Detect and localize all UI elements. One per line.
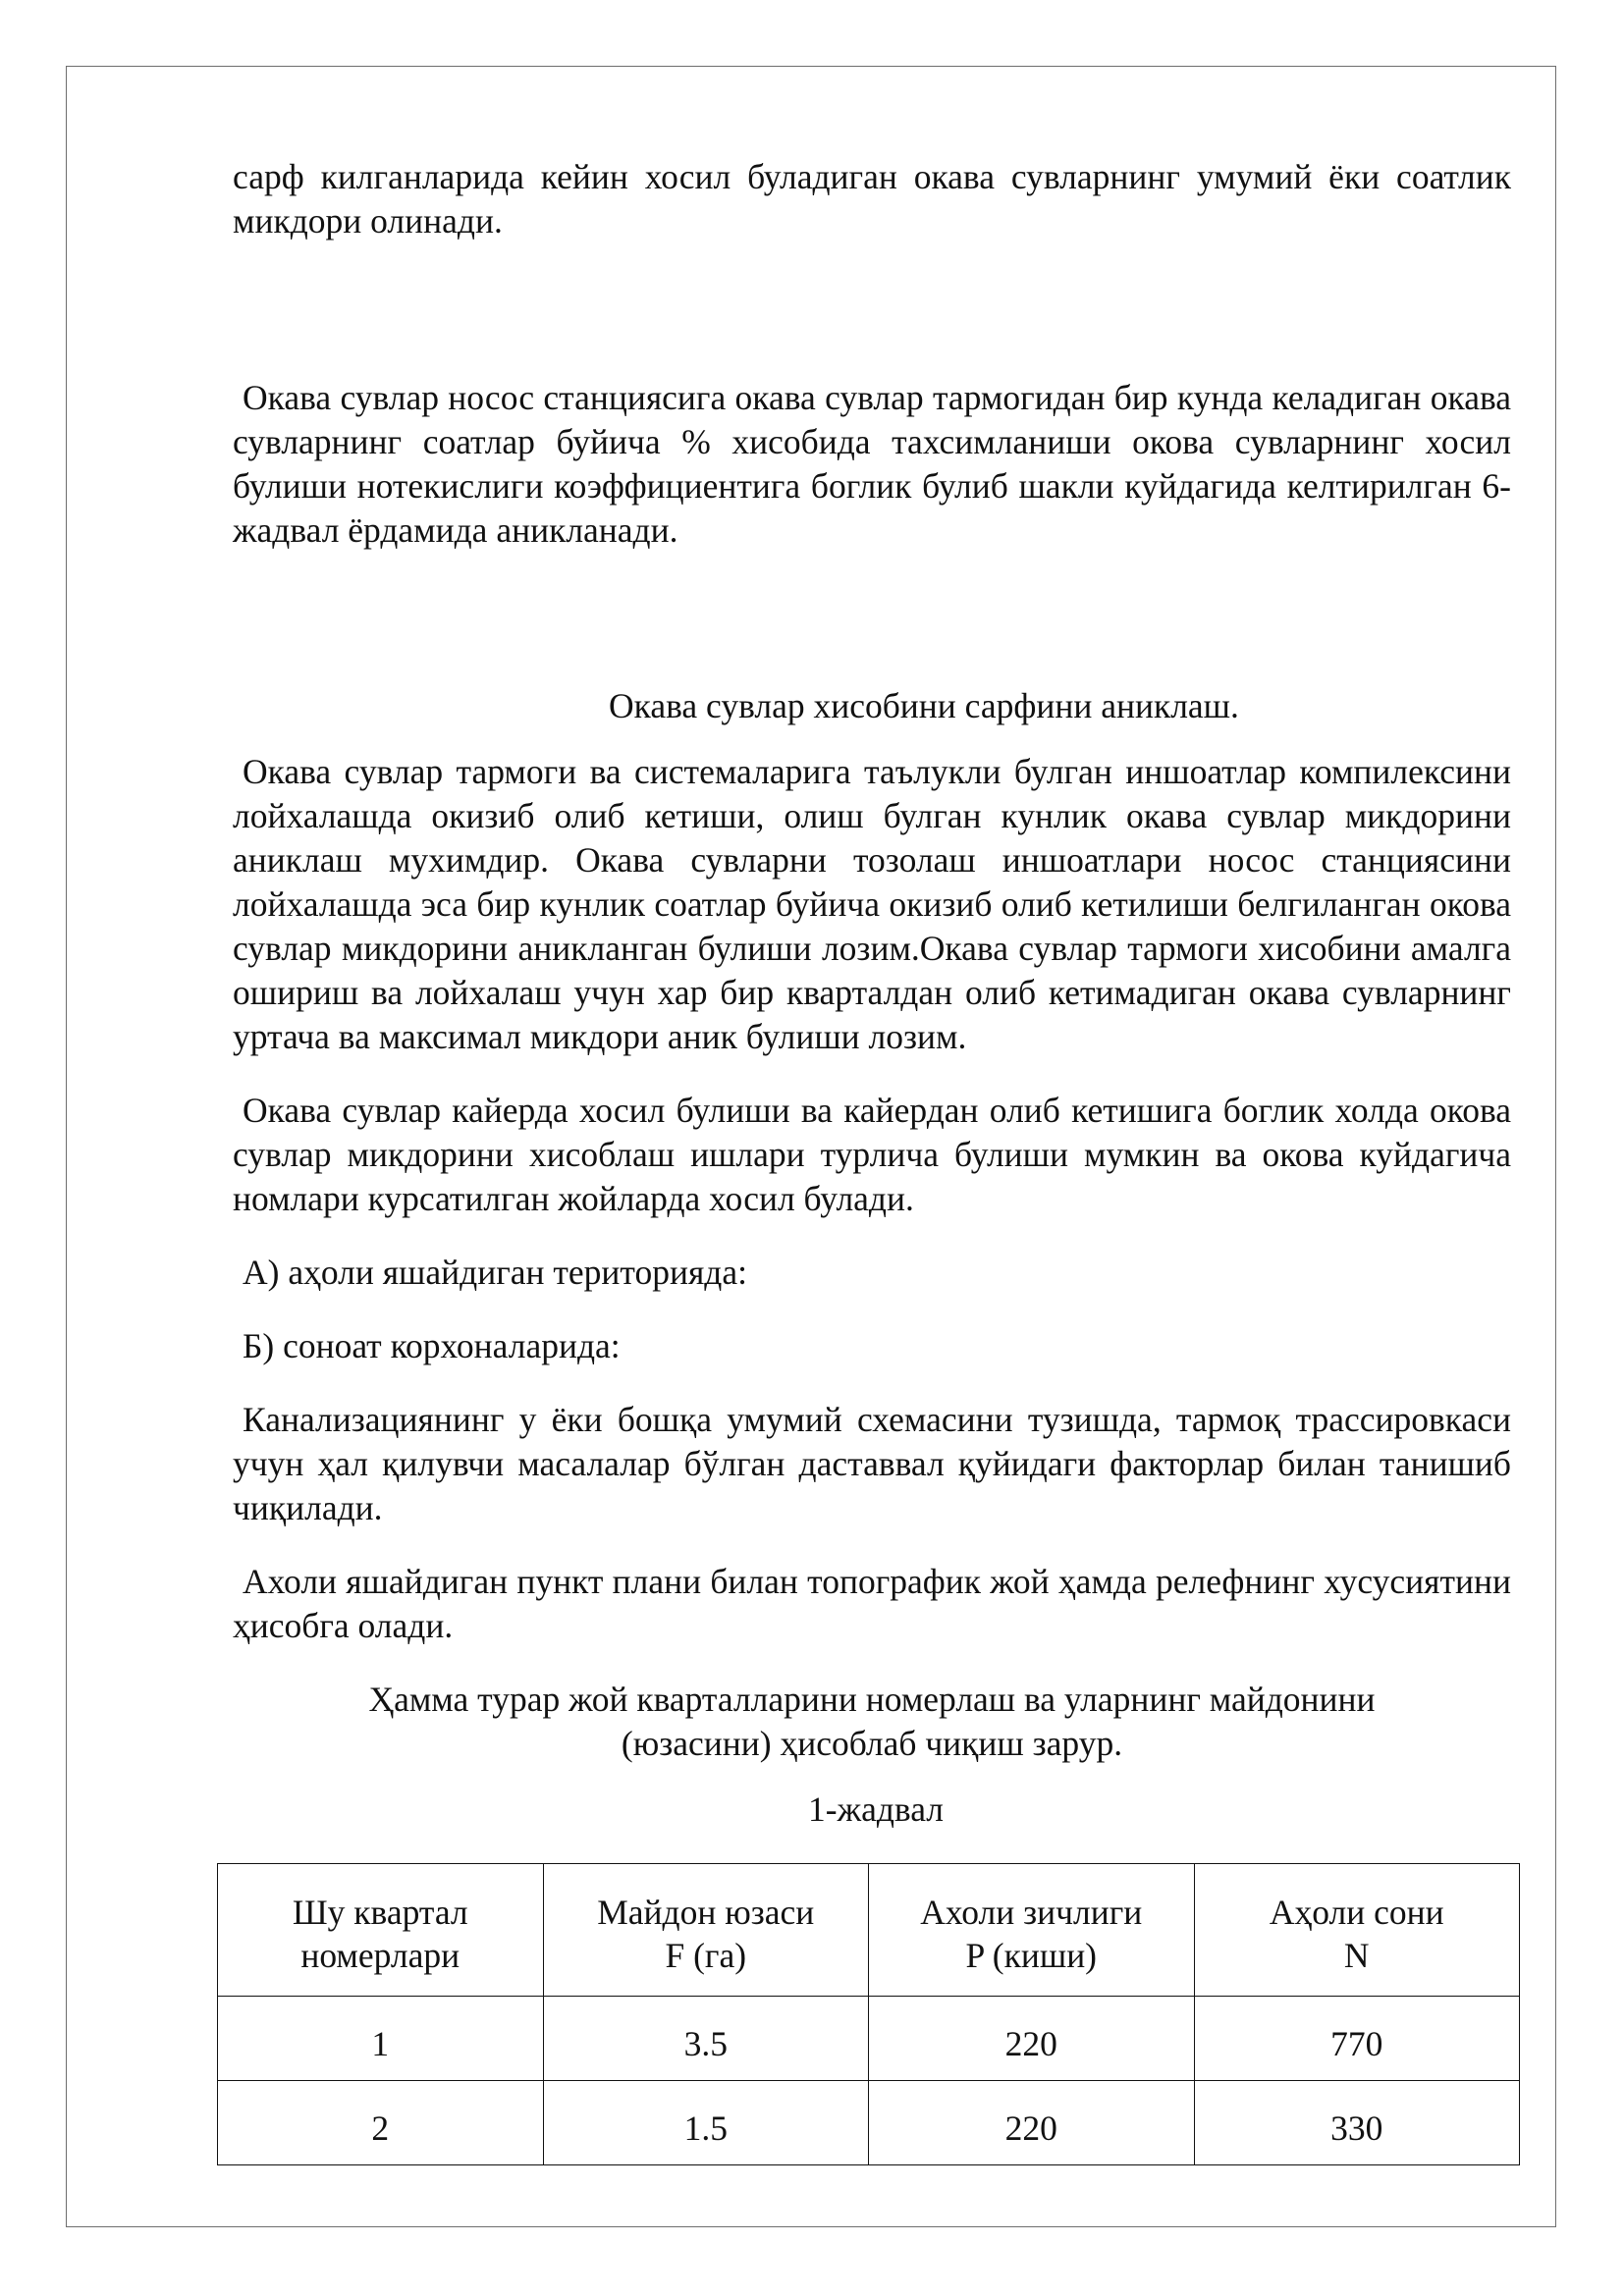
header-population xyxy=(1194,1864,1520,1997)
paragraph-intro: сарф килганларида кейин хосил буладиган окава сувларнинг умумий ёки соатлик микдори олинади. xyxy=(233,157,1511,240)
table-cell: 220 xyxy=(869,2081,1195,2165)
header-line: P (киши) xyxy=(965,1936,1098,1975)
table-cell: 2 xyxy=(218,2081,544,2165)
table-row xyxy=(218,1997,1520,2081)
header-line: Аҳоли сони xyxy=(1269,1893,1444,1932)
table-cell: 330 xyxy=(1194,2081,1520,2165)
header-line: номерлари xyxy=(300,1936,460,1975)
header-line: Ахоли зичлиги xyxy=(920,1893,1143,1932)
paragraph-network: Окава сувлар тармоги ва системаларига таълукли булган иншоатлар компилексини лойхалашда окизиб олиб кетиши, олиш булган кунлик окава сувлар микдорини аниклаш мухимдир. Окава сувларни тозолаш иншоатлари носос станциясини лойхалашда эса бир кунлик соатлар буйича окизиб олиб кетилиши белгиланган окова сувлар микдорини аникланган булиши лозим.Окава сувлар тармоги хисобини амалга ошириш ва лойхалаш учун хар бир кварталдан олиб кетимадиган окава сувларнинг уртача ва максимал микдори аник булиши лозим. xyxy=(233,752,1511,1056)
table-header-row xyxy=(218,1864,1520,1997)
header-line: F (га) xyxy=(665,1936,747,1975)
table-cell: 3.5 xyxy=(543,1997,869,2081)
paragraph-pump-station: Окава сувлар носос станциясига окава сувлар тармогидан бир кунда келадиган окава сувларнинг соатлар буйича % хисобида тахсимланиши окова сувларнинг хосил булиши нотекислиги коэффициентига боглик булиб шакли куйдагида келтирилган 6-жадвал ёрдамида аникланади. xyxy=(233,378,1511,550)
table-cell: 1 xyxy=(218,1997,544,2081)
header-line: Шу квартал xyxy=(292,1893,468,1932)
table-row xyxy=(218,2081,1520,2165)
header-quarter-numbers xyxy=(218,1864,544,1997)
quarters-table xyxy=(217,1863,1520,2165)
paragraph-sources: Окава сувлар кайерда хосил булиши ва кайердан олиб кетишига боглик холда окова сувлар микдорини хисоблаш ишлари турлича булиши мумкин ва окова куйдагича номлари курсатилган жойларда хосил булади. xyxy=(233,1091,1511,1218)
paragraph-topography: Ахоли яшайдиган пункт плани билан топографик жой ҳамда релефнинг хусусиятини ҳисобга олади. xyxy=(233,1562,1511,1645)
header-line: N xyxy=(1343,1936,1370,1975)
centered-line-1: Ҳамма турар жой кварталларини номерлаш ва уларнинг майдонини xyxy=(368,1680,1376,1719)
section-heading: Окава сувлар хисобини сарфини аниклаш. xyxy=(609,686,1239,725)
table-cell: 1.5 xyxy=(543,2081,869,2165)
table-cell: 770 xyxy=(1194,1997,1520,2081)
header-area xyxy=(543,1864,869,1997)
document-body xyxy=(233,155,1511,1832)
table-caption: 1-жадвал xyxy=(808,1789,944,1829)
header-density xyxy=(869,1864,1195,1997)
header-line: Майдон юзаси xyxy=(597,1893,815,1932)
list-item-b: Б) соноат корхоналарида: xyxy=(243,1326,621,1365)
centered-line-2: (юзасини) ҳисоблаб чиқиш зарур. xyxy=(621,1724,1123,1763)
table-cell: 220 xyxy=(869,1997,1195,2081)
list-item-a: А) аҳоли яшайдиган територияда: xyxy=(243,1253,747,1292)
paragraph-sewerage: Канализациянинг у ёки бошқа умумий схемасини тузишда, тармоқ трассировкаси учун ҳал қилувчи масалалар бўлган даставвал қуйидаги факторлар билан танишиб чиқилади. xyxy=(233,1400,1511,1527)
